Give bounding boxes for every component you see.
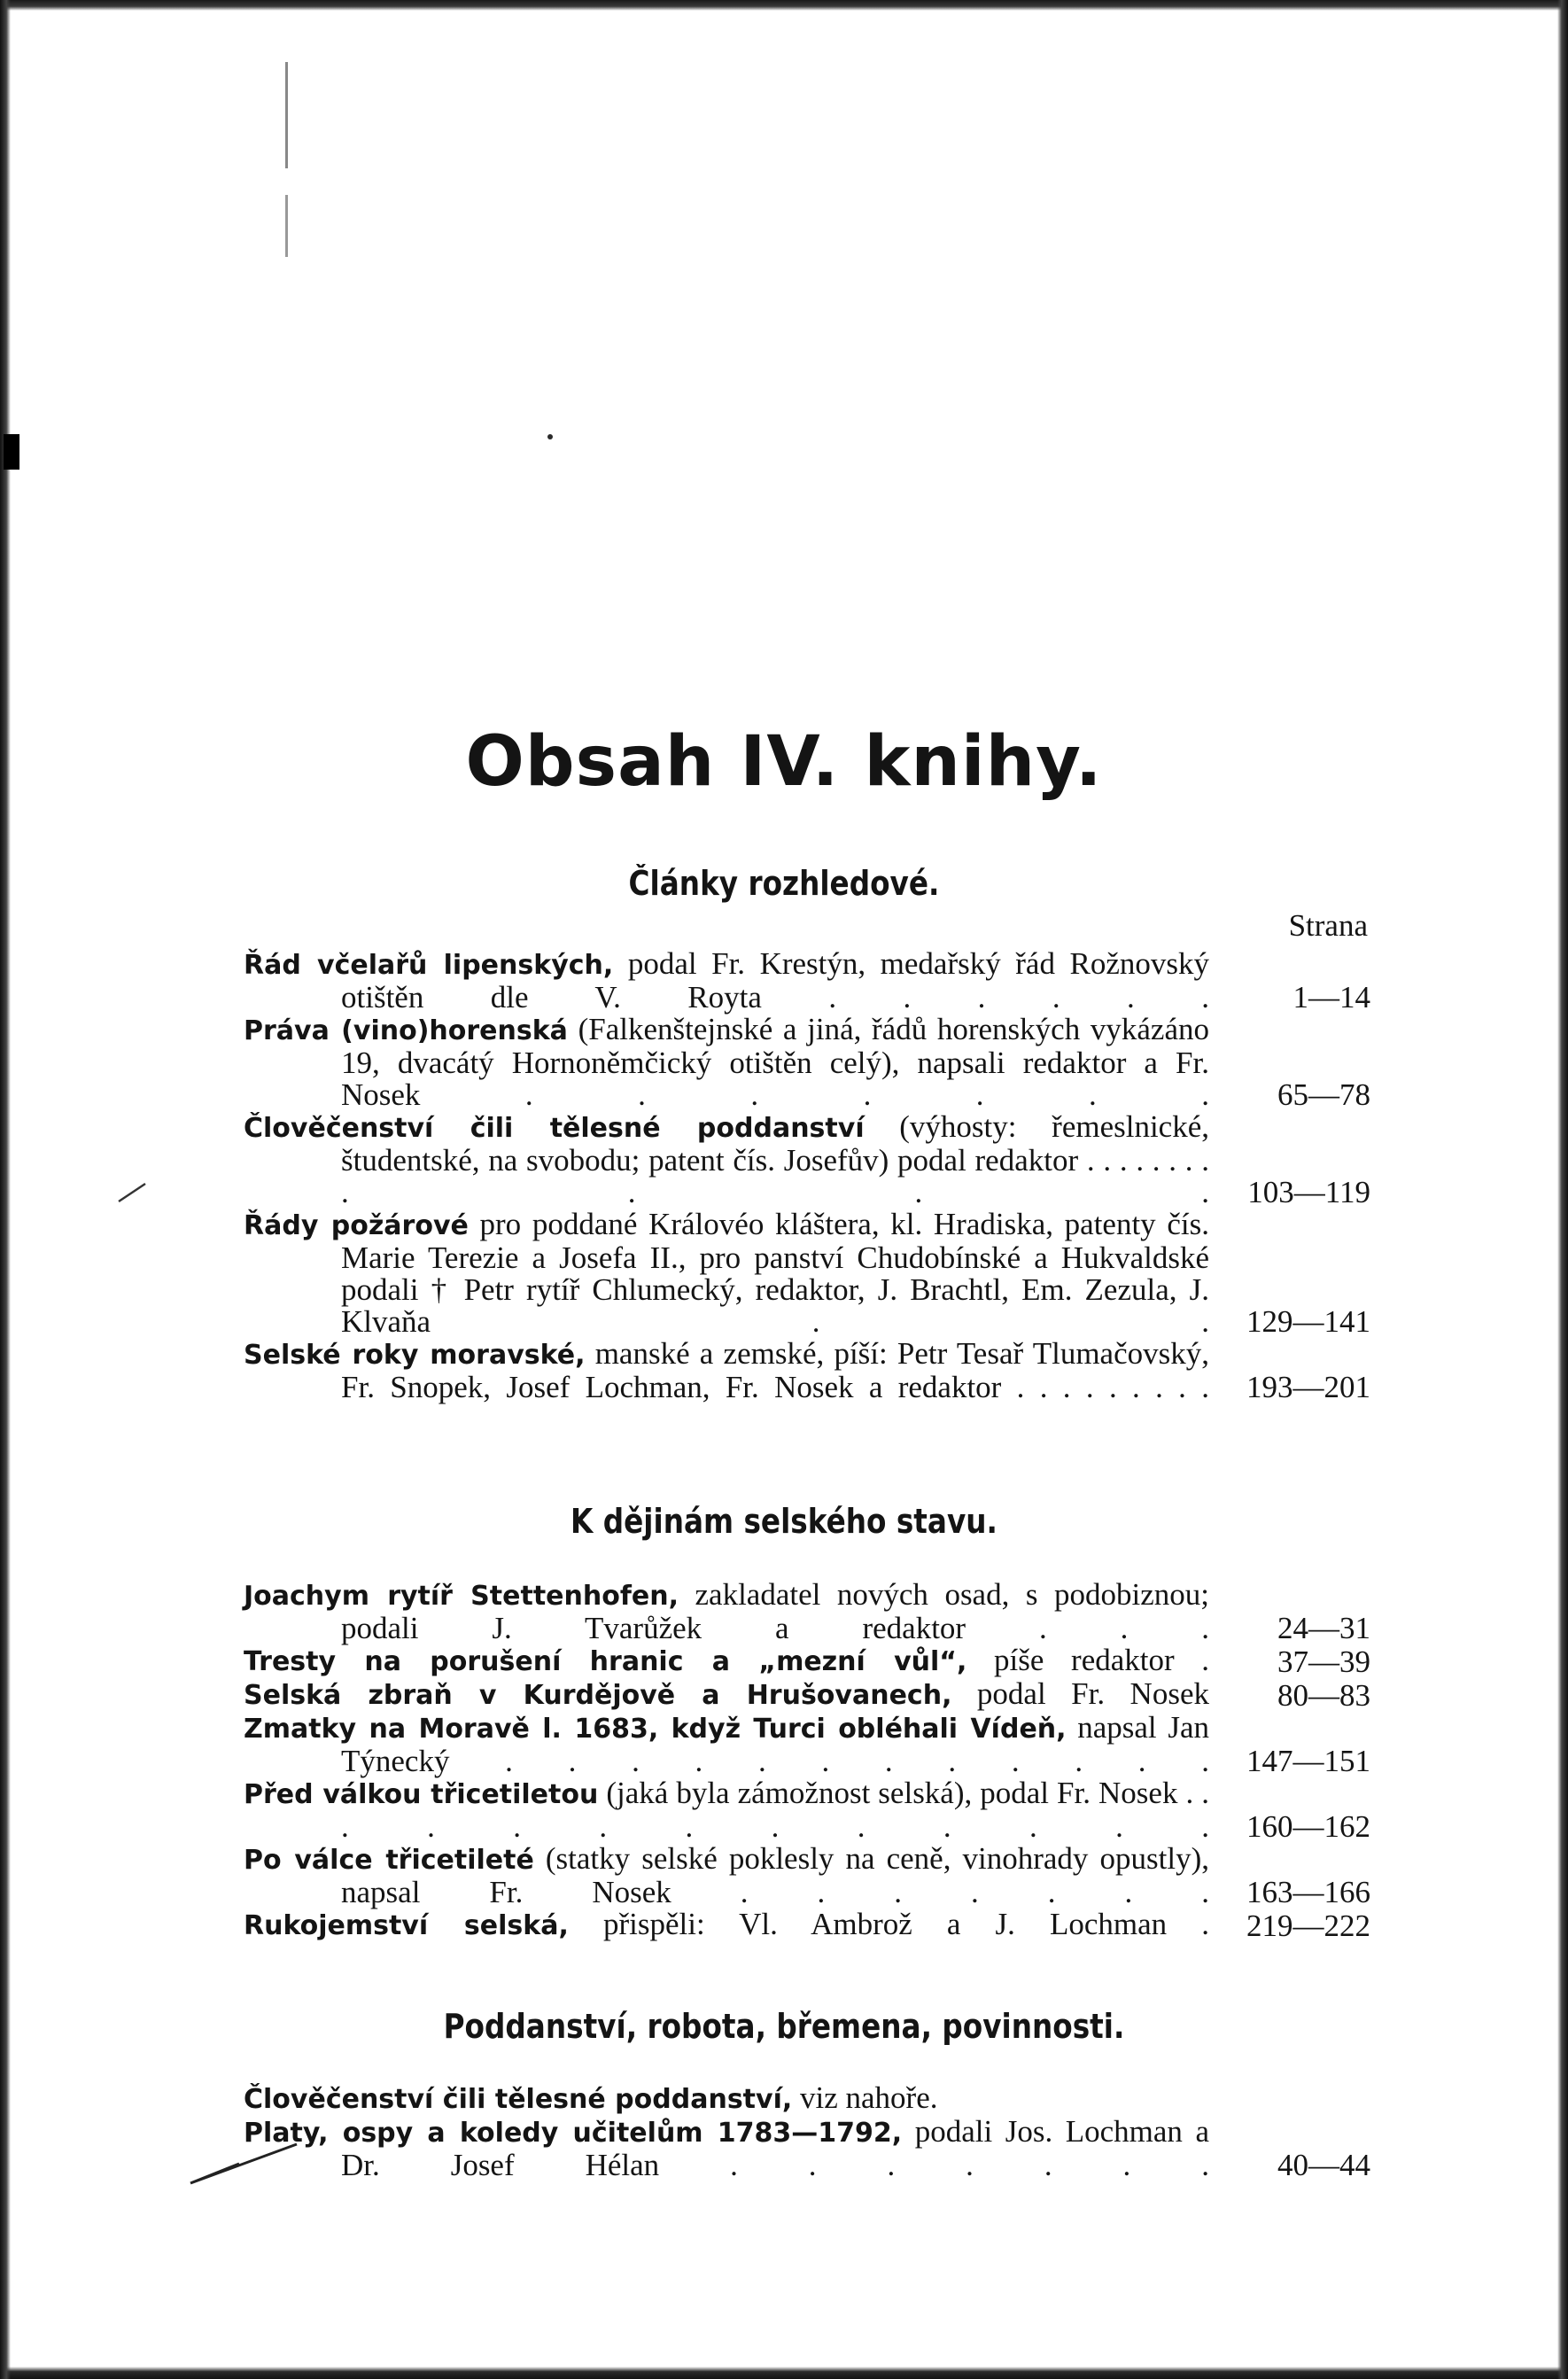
section-heading-peasant-history: K dějinám selského stavu. <box>571 1502 997 1541</box>
toc-entry-body <box>244 2082 1209 2116</box>
scan-border-top <box>0 0 1568 11</box>
toc-entry-body <box>244 1777 1209 1843</box>
toc-entry-pages: 219—222 <box>1246 1909 1370 1943</box>
toc-entry-text: píše redaktor . <box>966 1643 1210 1677</box>
toc-entry-body <box>244 2116 1209 2181</box>
pencil-mark <box>115 1178 151 1205</box>
toc-entry-text: podali Jos. Lochman a Dr. Josef Hélan . . . . . . . <box>341 2114 1210 2182</box>
toc-entry <box>244 1644 1370 1678</box>
toc-entry-pages: 40—44 <box>1277 2148 1370 2182</box>
toc-entry-text: přispěli: Vl. Ambrož a J. Lochman . <box>568 1907 1209 1941</box>
toc-entry-title: Práva (vino)horenská <box>244 1015 568 1046</box>
toc-entry-title: Platy, ospy a koledy učitelům 1783—1792, <box>244 2118 903 2149</box>
toc-section-peasant-history <box>244 1579 1370 1942</box>
toc-entry-title: Selské roky moravské, <box>244 1340 586 1371</box>
toc-entry-body <box>244 1712 1209 1777</box>
toc-entry <box>244 1777 1370 1843</box>
toc-entry-title: Řád včelařů lipenských, <box>244 950 614 981</box>
toc-entry-pages: 80—83 <box>1277 1678 1370 1713</box>
toc-entry <box>244 948 1370 1014</box>
toc-entry-body <box>244 1111 1209 1209</box>
scan-speck <box>285 62 288 168</box>
toc-entry-body <box>244 1338 1209 1403</box>
toc-entry-body <box>244 1014 1209 1111</box>
toc-entry-text: (Falkenštejnské a jiná, řádů horenských vykázáno 19, dvacátý Hornoněmčický otištěn celý), napsali redaktor a Fr. Nosek . . . . . . . <box>341 1012 1209 1112</box>
toc-entry-body <box>244 1579 1209 1644</box>
toc-entry-body <box>244 1644 1209 1678</box>
section-heading-serfdom: Poddanství, robota, břemena, povinnosti. <box>443 2007 1125 2046</box>
toc-entry-pages: 65—78 <box>1277 1077 1370 1112</box>
toc-section-serfdom <box>244 2082 1370 2181</box>
toc-entry <box>244 1909 1370 1942</box>
toc-entry-title: Řády požárové <box>244 1210 469 1241</box>
toc-entry-title: Před válkou třicetiletou <box>244 1779 599 1810</box>
toc-entry-title: Selská zbraň v Kurdějově a Hrušovanech, <box>244 1680 952 1711</box>
scan-border-right <box>1557 0 1568 2379</box>
toc-entry <box>244 1579 1370 1644</box>
toc-entry <box>244 1338 1370 1403</box>
toc-entry <box>244 2116 1370 2181</box>
scan-border-bottom <box>0 2367 1568 2379</box>
toc-entry-text: viz nahoře. <box>792 2080 938 2115</box>
toc-entry-title: Člověčenství čili tělesné poddanství, <box>244 2084 793 2115</box>
toc-entry-body <box>244 1678 1209 1712</box>
toc-entry-pages: 160—162 <box>1246 1809 1370 1844</box>
toc-entry-pages: 37—39 <box>1277 1644 1370 1679</box>
toc-entry <box>244 1843 1370 1909</box>
toc-entry-text: podal Fr. Nosek <box>951 1676 1209 1711</box>
toc-entry-body <box>244 1909 1209 1942</box>
pencil-mark <box>186 2137 301 2190</box>
toc-entry-pages: 193—201 <box>1246 1370 1370 1404</box>
page-title: Obsah IV. knihy. <box>465 722 1103 802</box>
toc-entry-pages: 24—31 <box>1277 1611 1370 1645</box>
toc-entry-body <box>244 948 1209 1014</box>
toc-entry-body <box>244 1209 1209 1338</box>
toc-entry <box>244 1111 1370 1209</box>
section-heading-articles: Články rozhledové. <box>628 864 940 903</box>
toc-entry-title: Po válce třicetileté <box>244 1845 534 1876</box>
toc-entry <box>244 1209 1370 1338</box>
toc-entry <box>244 2082 1370 2116</box>
toc-entry-text: (výhosty: řemeslnické, študentské, na svobodu; patent čís. Josefův) podal redaktor . . . . . . . . . . . . <box>341 1109 1210 1209</box>
toc-entry-text: pro poddané Královéo kláštera, kl. Hradiska, patenty čís. Marie Terezie a Josefa II., pro panství Chudobínské a Hukvaldské podali † Petr rytíř Chlumecký, redaktor, J. Brachtl, Em. Zezula, J. Klvaňa . . <box>341 1207 1209 1339</box>
toc-entry <box>244 1678 1370 1712</box>
scan-speck <box>285 195 288 257</box>
scan-speck <box>547 434 553 439</box>
toc-entry-text: zakladatel nových osad, s podobiznou; podali J. Tvarůžek a redaktor . . . <box>341 1577 1209 1645</box>
toc-entry-title: Joachym rytíř Stettenhofen, <box>244 1581 679 1612</box>
toc-entry-pages: 103—119 <box>1247 1175 1370 1209</box>
toc-entry-text: (jaká byla zámožnost selská), podal Fr. Nosek . . . . . . . . . . . . . <box>341 1776 1209 1844</box>
toc-entry-body <box>244 1843 1209 1909</box>
toc-entry-text: napsal Jan Týnecký . . . . . . . . . . . . <box>341 1710 1209 1778</box>
toc-entry-title: Rukojemství selská, <box>244 1910 569 1941</box>
toc-entry-title: Tresty na porušení hranic a „mezní vůl“, <box>244 1646 967 1677</box>
scan-border-left <box>0 0 11 2379</box>
toc-section-articles <box>244 948 1370 1403</box>
toc-entry <box>244 1712 1370 1777</box>
toc-entry-text: manské a zemské, píší: Petr Tesař Tlumačovský, Fr. Snopek, Josef Lochman, Fr. Nosek a redaktor . . . . . . . . . <box>341 1336 1209 1404</box>
page-column-label: Strana <box>1288 908 1368 943</box>
toc-entry <box>244 1014 1370 1111</box>
toc-entry-pages: 129—141 <box>1246 1304 1370 1339</box>
toc-entry-text: podal Fr. Krestýn, medařský řád Rožnovský otištěn dle V. Royta . . . . . . <box>341 946 1209 1015</box>
toc-entry-title: Člověčenství čili tělesné poddanství <box>244 1113 865 1144</box>
toc-entry-pages: 163—166 <box>1246 1875 1370 1909</box>
toc-entry-title: Zmatky na Moravě l. 1683, když Turci obléhali Vídeň, <box>244 1714 1067 1745</box>
scan-speck <box>4 434 19 470</box>
toc-entry-pages: 147—151 <box>1246 1744 1370 1778</box>
toc-entry-pages: 1—14 <box>1292 980 1370 1015</box>
toc-entry-text: (statky selské poklesly na ceně, vinohrady opustly), napsal Fr. Nosek . . . . . . . <box>341 1841 1209 1909</box>
